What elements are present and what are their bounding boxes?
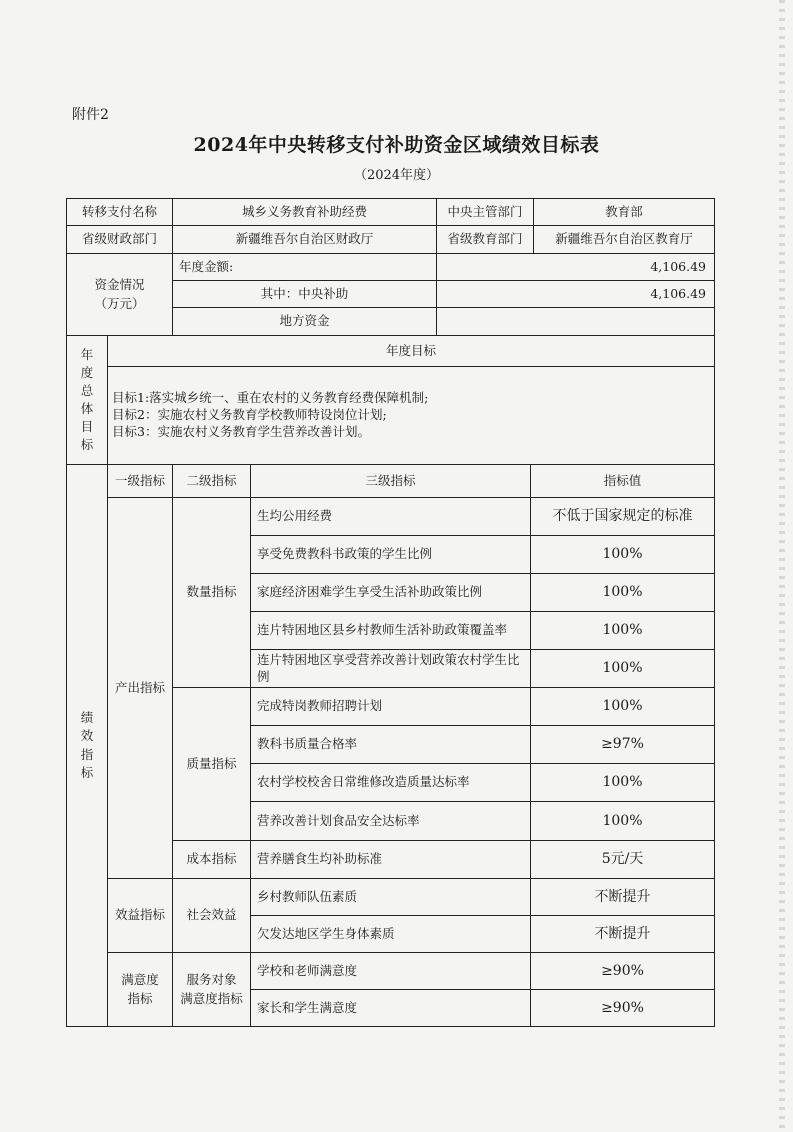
objectives-heading: 年度目标 xyxy=(107,335,715,367)
indicators-side-char: 标 xyxy=(80,764,94,780)
prov-finance-label: 省级财政部门 xyxy=(66,225,173,254)
indicator-name: 农村学校校舍日常维修改造质量达标率 xyxy=(250,763,531,802)
indicator-name: 完成特岗教师招聘计划 xyxy=(250,687,531,726)
service-satisfaction-line2: 满意度指标 xyxy=(180,990,243,1006)
indicator-value: 100% xyxy=(530,687,715,726)
indicator-value: 5元/天 xyxy=(530,840,715,879)
indicator-value: 100% xyxy=(530,801,715,841)
objectives-side-char: 年 xyxy=(80,346,94,362)
page-title: 2024年中央转移支付补助资金区域绩效目标表 xyxy=(193,134,600,156)
indicator-value: 100% xyxy=(530,611,715,650)
objective-line: 目标3：实施农村义务教育学生营养改善计划。 xyxy=(112,423,370,439)
service-satisfaction-label xyxy=(172,952,251,1027)
indicator-value: 不断提升 xyxy=(530,915,715,953)
indicator-value: 不断提升 xyxy=(530,878,715,916)
indicators-side-char: 绩 xyxy=(80,710,94,726)
indicator-name: 连片特困地区享受营养改善计划政策农村学生比例 xyxy=(250,649,531,688)
indicator-name: 生均公用经费 xyxy=(250,497,531,536)
objectives-body xyxy=(107,366,715,465)
indicator-name: 营养膳食生均补助标准 xyxy=(250,840,531,879)
indicator-name: 学校和老师满意度 xyxy=(250,952,531,990)
indicators-side-label xyxy=(66,464,108,1027)
objectives-side-char: 体 xyxy=(80,401,94,416)
service-satisfaction-line1: 服务对象 xyxy=(186,972,237,988)
attachment-label: 附件2 xyxy=(72,107,109,123)
annual-amount-value: 4,106.49 xyxy=(436,253,715,281)
quality-indicator-label: 质量指标 xyxy=(172,687,251,841)
satisfaction-label-line1: 满意度 xyxy=(121,972,159,988)
central-dept-value: 教育部 xyxy=(533,198,715,226)
indicators-side-char: 指 xyxy=(80,746,94,762)
year-subtitle: （2024年度） xyxy=(353,168,440,183)
indicator-name: 教科书质量合格率 xyxy=(250,725,531,764)
quantity-indicator-label: 数量指标 xyxy=(172,497,251,688)
indicator-value: ≥90% xyxy=(530,952,715,990)
transfer-name-label: 转移支付名称 xyxy=(66,198,173,226)
indicator-name: 乡村教师队伍素质 xyxy=(250,878,531,916)
objective-line: 目标1:落实城乡统一、重在农村的义务教育经费保障机制; xyxy=(112,390,429,406)
cost-indicator-label: 成本指标 xyxy=(172,840,251,879)
indicator-value: 100% xyxy=(530,573,715,612)
objectives-side-char: 目 xyxy=(80,419,94,435)
objectives-side-char: 度 xyxy=(80,364,94,380)
satisfaction-indicator-label xyxy=(107,952,173,1027)
indicator-name: 家庭经济困难学生享受生活补助政策比例 xyxy=(250,573,531,612)
transfer-name-value: 城乡义务教育补助经费 xyxy=(172,198,437,226)
indicator-name: 欠发达地区学生身体素质 xyxy=(250,915,531,953)
indicator-value: 不低于国家规定的标准 xyxy=(530,497,715,536)
funds-label-line1: 资金情况 xyxy=(94,277,145,293)
prov-edu-value: 新疆维吾尔自治区教育厅 xyxy=(533,225,715,254)
funds-label-line2: （万元） xyxy=(94,295,145,311)
col-header-level1: 一级指标 xyxy=(107,464,173,498)
indicator-value: 100% xyxy=(530,763,715,802)
central-subsidy-label: 其中：中央补助 xyxy=(172,280,437,308)
central-subsidy-value: 4,106.49 xyxy=(436,280,715,308)
col-header-level2: 二级指标 xyxy=(172,464,251,498)
indicator-name: 连片特困地区县乡村教师生活补助政策覆盖率 xyxy=(250,611,531,650)
indicators-side-char: 效 xyxy=(80,728,94,744)
objectives-side-char: 总 xyxy=(80,382,94,398)
indicator-value: ≥97% xyxy=(530,725,715,764)
indicator-name: 享受免费教科书政策的学生比例 xyxy=(250,535,531,574)
satisfaction-label-line2: 指标 xyxy=(127,990,153,1006)
objective-line: 目标2：实施农村义务教育学校教师特设岗位计划; xyxy=(112,407,387,423)
col-header-value: 指标值 xyxy=(530,464,715,498)
indicator-value: 100% xyxy=(530,535,715,574)
benefit-indicator-label: 效益指标 xyxy=(107,878,173,953)
prov-finance-value: 新疆维吾尔自治区财政厅 xyxy=(172,225,437,254)
prov-edu-label: 省级教育部门 xyxy=(436,225,534,254)
col-header-level3: 三级指标 xyxy=(250,464,531,498)
indicator-name: 家长和学生满意度 xyxy=(250,989,531,1027)
local-funds-value xyxy=(436,307,715,336)
indicator-value: ≥90% xyxy=(530,989,715,1027)
indicator-name: 营养改善计划食品安全达标率 xyxy=(250,801,531,841)
objectives-side-label xyxy=(66,335,108,465)
central-dept-label: 中央主管部门 xyxy=(436,198,534,226)
local-funds-label: 地方资金 xyxy=(172,307,437,336)
indicator-value: 100% xyxy=(530,649,715,688)
social-benefit-label: 社会效益 xyxy=(172,878,251,953)
objectives-side-char: 标 xyxy=(80,437,94,453)
funds-label xyxy=(66,253,173,336)
annual-amount-label: 年度金额: xyxy=(172,253,437,281)
output-indicator-label: 产出指标 xyxy=(107,497,173,879)
